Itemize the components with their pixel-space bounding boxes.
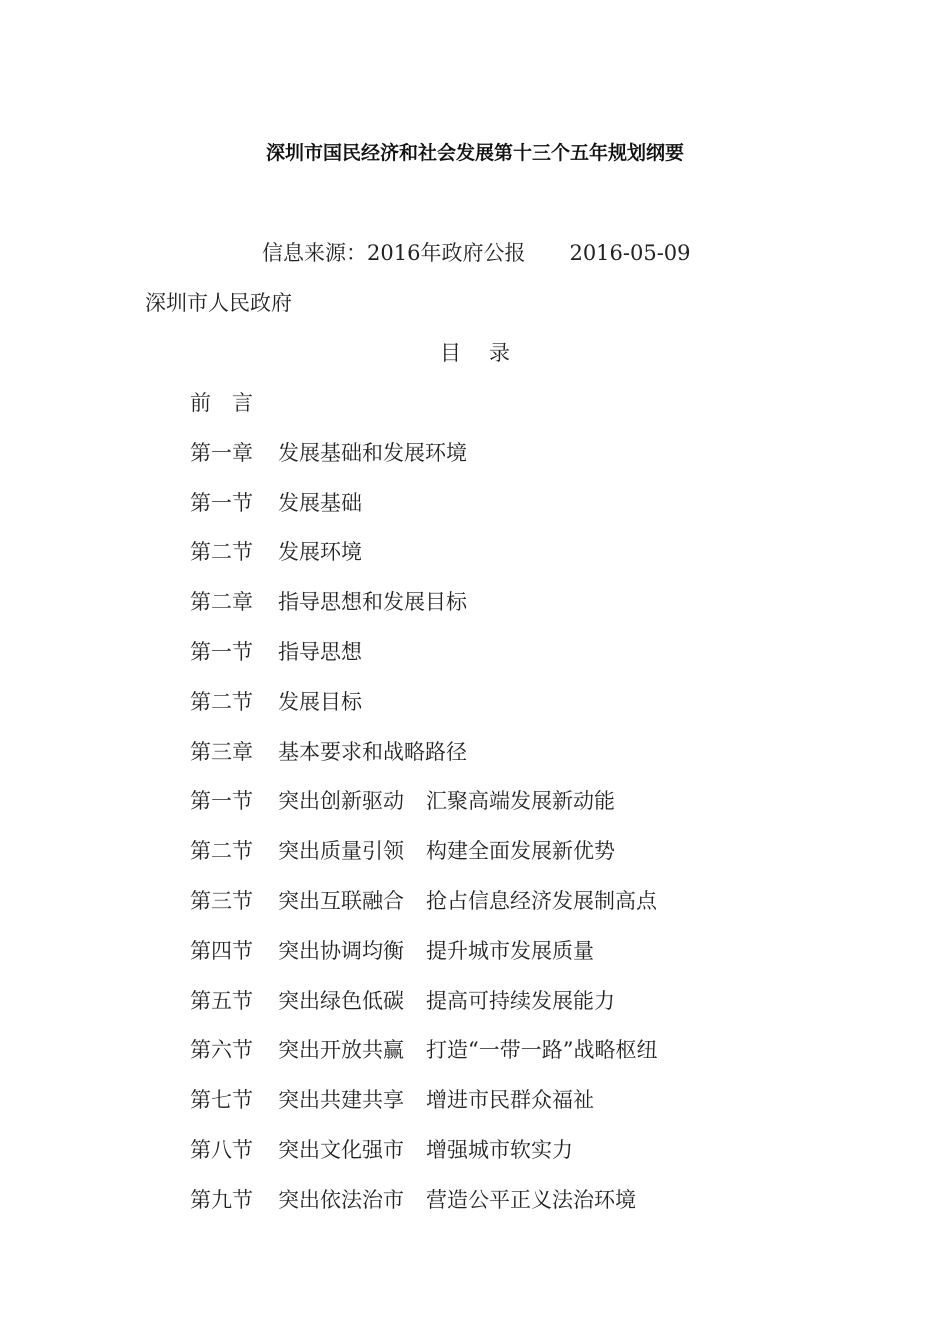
toc-item-text: 突出共建共享 [278, 1088, 404, 1113]
toc-item-text: 突出质量引领 [278, 839, 404, 864]
toc-item-label: 第五节 [190, 988, 253, 1013]
toc-item [190, 437, 657, 487]
toc-item-subtitle: 提升城市发展质量 [426, 938, 594, 963]
toc-preface-label: 前 言 [190, 391, 253, 415]
toc-item-label: 第三章 [190, 739, 253, 764]
toc-item-text: 突出协调均衡 [278, 938, 404, 963]
toc-item [190, 885, 657, 935]
toc-preface [190, 387, 657, 437]
toc-item-subtitle: 抢占信息经济发展制高点 [426, 888, 657, 913]
toc-item-text: 突出绿色低碳 [278, 988, 404, 1013]
toc-item-subtitle: 增进市民群众福祉 [426, 1088, 594, 1113]
toc-item [190, 785, 657, 835]
toc-item [190, 636, 657, 686]
toc-item-label: 第二节 [190, 689, 253, 714]
toc-item-subtitle: 营造公平正义法治环境 [426, 1187, 636, 1212]
toc-item [190, 1184, 657, 1234]
source-label: 信息来源：2016年政府公报 [262, 241, 526, 265]
toc-heading-char-2: 录 [489, 341, 510, 365]
toc-item-label: 第四节 [190, 938, 253, 963]
toc-item-label: 第一章 [190, 440, 253, 465]
toc-item-label: 第一节 [190, 490, 253, 515]
toc-item [190, 935, 657, 985]
publisher: 深圳市人民政府 [145, 291, 292, 315]
toc-item-text: 突出文化强市 [278, 1137, 404, 1162]
toc-heading-char-1: 目 [440, 341, 461, 365]
toc-item-subtitle: 打造“一带一路”战略枢纽 [426, 1038, 658, 1063]
toc-item [190, 536, 657, 586]
publish-date: 2016-05-09 [569, 241, 691, 265]
toc-item-text: 基本要求和战略路径 [278, 739, 467, 764]
toc-item-text: 突出依法治市 [278, 1187, 404, 1212]
toc-item [190, 1034, 657, 1084]
toc-item-text: 指导思想 [278, 639, 362, 664]
toc-item-label: 第三节 [190, 888, 253, 913]
toc-item-text: 发展基础和发展环境 [278, 440, 467, 465]
toc-item [190, 985, 657, 1035]
toc-heading [0, 337, 950, 367]
toc-item-subtitle: 增强城市软实力 [426, 1137, 573, 1162]
toc-item-subtitle: 提高可持续发展能力 [426, 988, 615, 1013]
toc-item-label: 第二节 [190, 839, 253, 864]
toc-item-text: 指导思想和发展目标 [278, 590, 467, 615]
toc-item-label: 第六节 [190, 1038, 253, 1063]
toc-item-text: 发展基础 [278, 490, 362, 515]
toc-item-text: 发展目标 [278, 689, 362, 714]
toc-item-subtitle: 汇聚高端发展新动能 [426, 789, 615, 814]
table-of-contents [190, 387, 657, 1234]
toc-item [190, 736, 657, 786]
toc-item-text: 突出开放共赢 [278, 1038, 404, 1063]
toc-item [190, 487, 657, 537]
toc-item-label: 第一节 [190, 639, 253, 664]
toc-item-label: 第九节 [190, 1187, 253, 1212]
toc-item-label: 第七节 [190, 1088, 253, 1113]
toc-item-label: 第二章 [190, 590, 253, 615]
toc-item-subtitle: 构建全面发展新优势 [426, 839, 615, 864]
toc-item-label: 第二节 [190, 540, 253, 565]
document-title: 深圳市国民经济和社会发展第十三个五年规划纲要 [265, 142, 684, 164]
toc-item [190, 1134, 657, 1184]
toc-item [190, 1084, 657, 1134]
toc-item [190, 835, 657, 885]
toc-item [190, 686, 657, 736]
toc-item-text: 突出互联融合 [278, 888, 404, 913]
document-meta [262, 237, 691, 267]
toc-item-text: 突出创新驱动 [278, 789, 404, 814]
toc-item-label: 第八节 [190, 1137, 253, 1162]
toc-item [190, 586, 657, 636]
toc-item-label: 第一节 [190, 789, 253, 814]
toc-item-text: 发展环境 [278, 540, 362, 565]
